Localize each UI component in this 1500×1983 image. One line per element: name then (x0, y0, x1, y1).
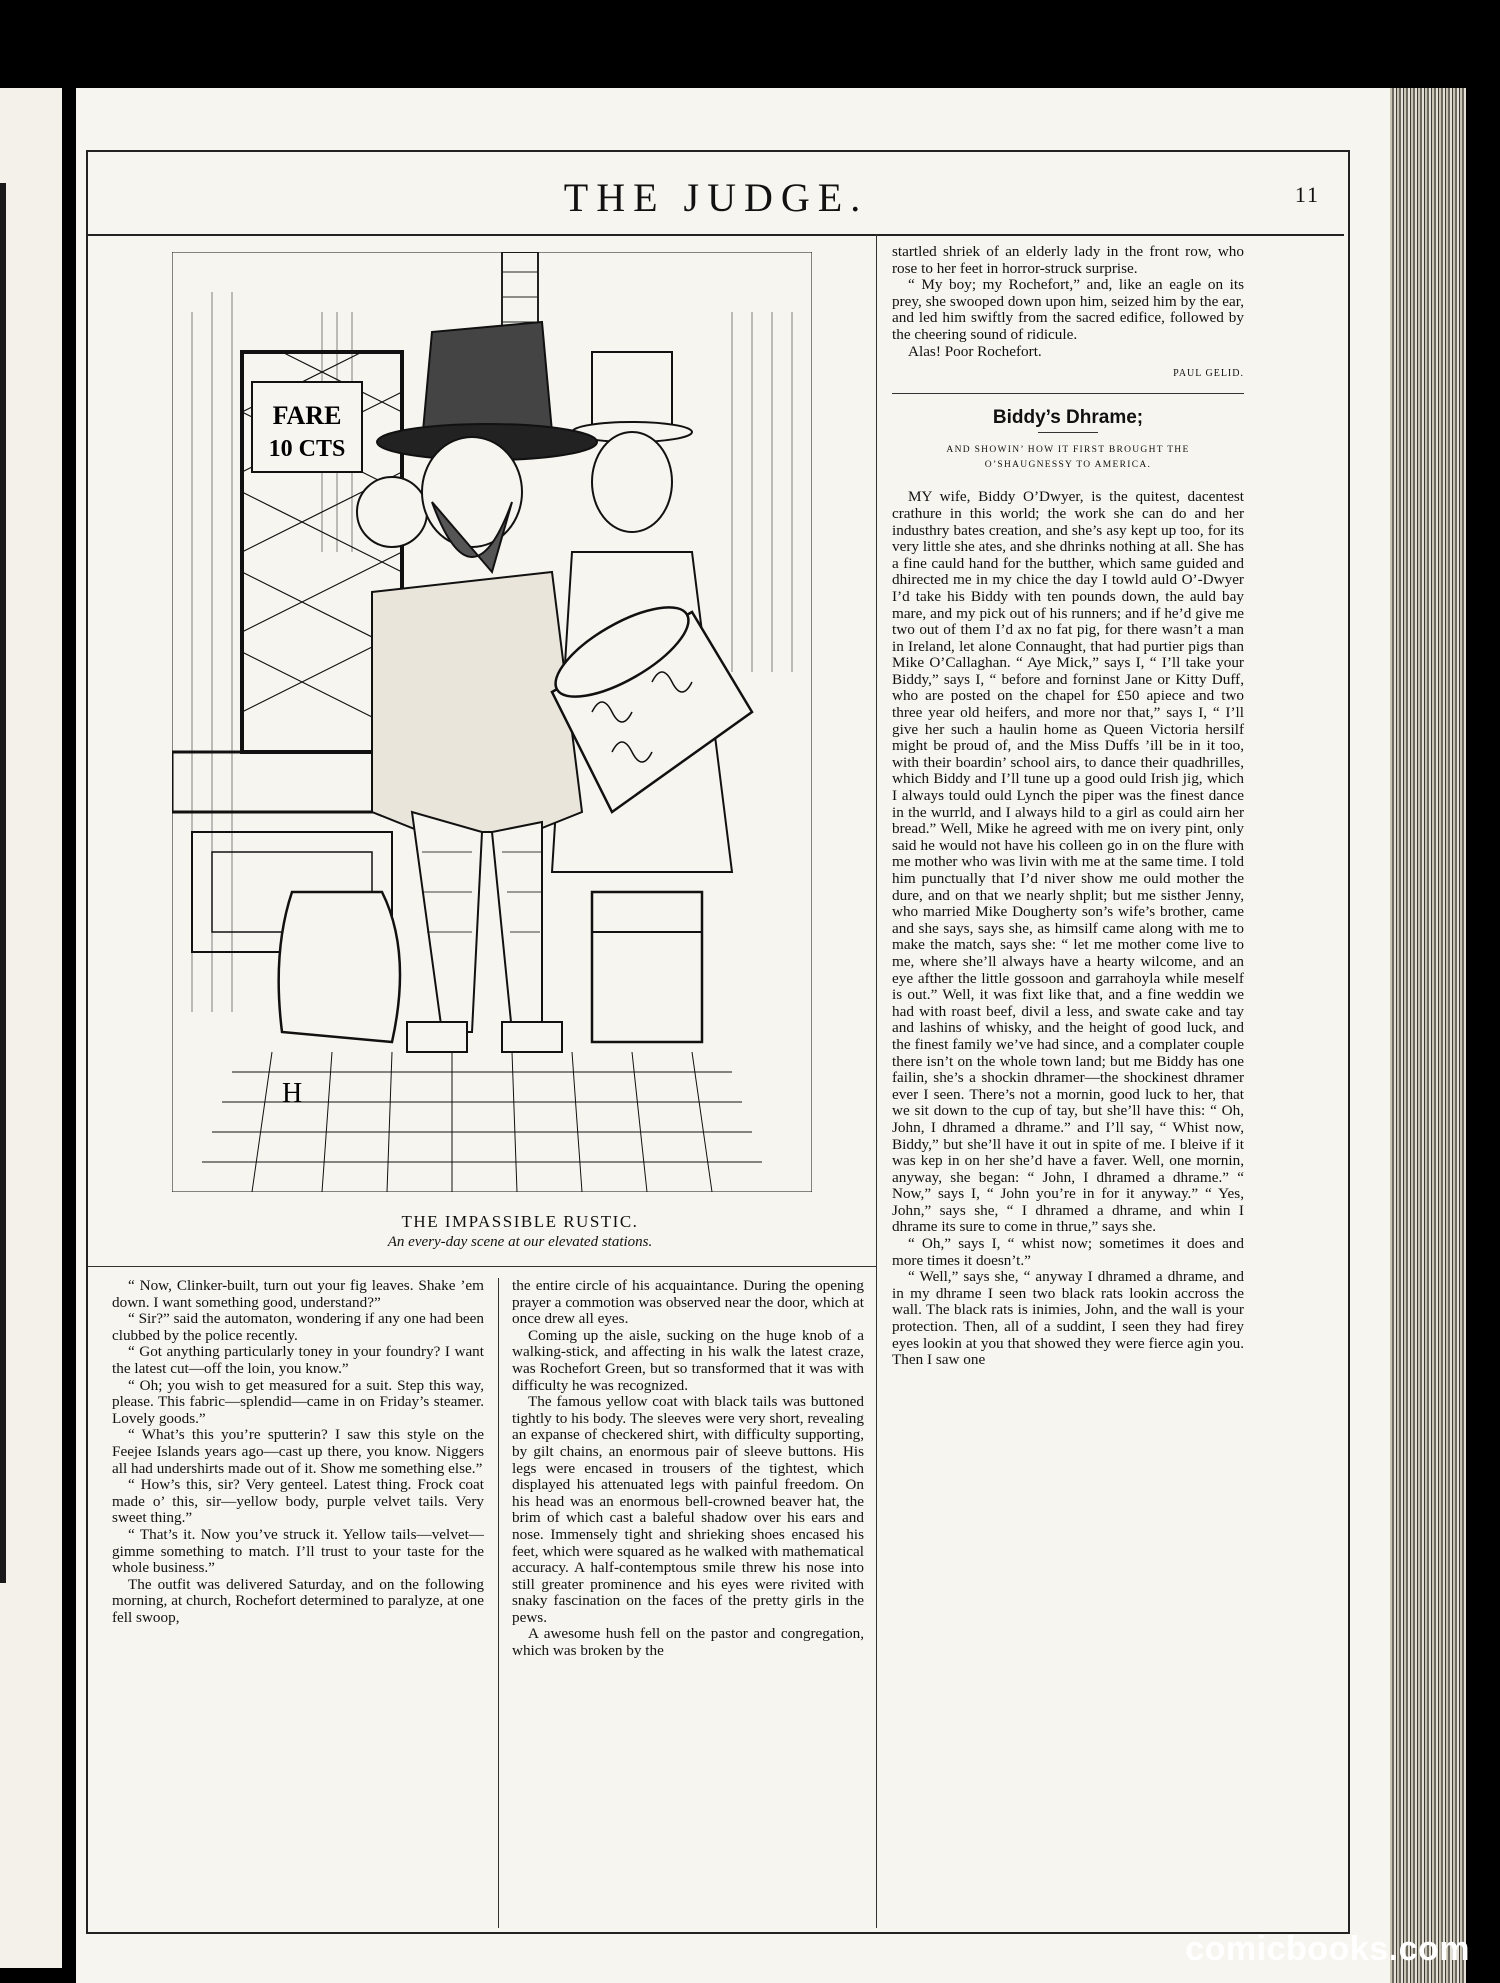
paragraph: “ That’s it. Now you’ve struck it. Yellow tails—velvet—gimme something to match. I’ll trust to your taste for the whole business.” (112, 1525, 484, 1577)
cartoon-illustration (172, 252, 812, 1192)
paragraph: “ My boy; my Rochefort,” and, like an eagle on its prey, she swooped down upon him, seized him by the ear, and led him swiftly from the sacred edifice, followed by the cheering sound of ridicule. (892, 276, 1244, 343)
section-subtitle-line1: AND SHOWIN’ HOW IT FIRST BROUGHT THE (946, 445, 1190, 456)
paragraph: Coming up the aisle, sucking on the huge knob of a walking-stick, and affecting in his walk the latest craze, was Rochefort Green, but so transformed that it was with difficulty he was recognized. (512, 1326, 864, 1394)
section-title-rule (1038, 432, 1098, 433)
paragraph: “ Well,” says she, “ anyway I dhramed a dhrame, and in my dhrame I seen two black rats lookin accross the wall. The black rats is inimies, John, and the wall is your protection. Then, all of a suddint, I seen they had firey eyes lookin at you that showed they were fierce agin you. Then I saw one (892, 1268, 1244, 1369)
previous-page-edge (0, 88, 62, 1968)
paragraph: “ Oh; you wish to get measured for a suit. Step this way, please. This fabric—splendid—came in on Friday’s steamer. Lovely goods.” (112, 1376, 484, 1427)
caption-subtitle: An every-day scene at our elevated stations. (387, 1234, 653, 1250)
paragraph: Alas! Poor Rochefort. (908, 342, 1042, 360)
section-divider (892, 393, 1244, 394)
column-rule-left (498, 1278, 499, 1928)
fare-sign-line1: FARE (272, 401, 342, 430)
section-subtitle-line2: O’SHAUGNESSY TO AMERICA. (984, 460, 1152, 471)
paragraph: startled shriek of an elderly lady in the front row, who rose to her feet in horror-struck surprise. (892, 243, 1244, 277)
illustration-caption (260, 1212, 780, 1251)
previous-page-gutter (0, 183, 6, 1583)
paragraph: “ Now, Clinker-built, turn out your fig leaves. Shake ’em down. I want something good, understand?” (112, 1277, 484, 1311)
artist-monogram: H (282, 1078, 303, 1109)
paragraph: A awesome hush fell on the pastor and congregation, which was broken by the (512, 1625, 864, 1660)
column-right (892, 244, 1244, 1369)
column-rule-right (876, 234, 877, 1928)
section-title: Biddy’s Dhrame; (992, 406, 1144, 428)
paragraph: the entire circle of his acquaintance. During the opening prayer a commotion was observed near the door, which at once drew all eyes. (512, 1277, 864, 1328)
paragraph: The famous yellow coat with black tails was buttoned tightly to his body. The sleeves were very short, revealing an expanse of checkered shirt, with difficulty supporting, by gilt chains, an enormous pair of sleeve buttons. His legs were encased in trousers of the tightest, which displayed his attenuated legs with painful freedom. On his head was an enormous bell-crowned beaver hat, the brim of which cast a baleful shadow over his ears and nose. Immensely tight and shrieking shoes encased his feet, which were squared as he walked with mathematical accuracy. A half-contemptous smile threw his nose into still greater prominence and his eyes were rivited with snaky fascination on the faces of the pretty girls in the pews. (512, 1393, 864, 1626)
caption-title: THE IMPASSIBLE RUSTIC. (401, 1212, 639, 1231)
masthead-title: THE JUDGE. (563, 175, 869, 220)
paragraph: “ Sir?” said the automaton, wondering if any one had been clubbed by the police recently. (112, 1310, 484, 1344)
page-number: 11 (1294, 182, 1320, 207)
section-subtitle (892, 443, 1244, 473)
book-page-edges (1390, 88, 1466, 1983)
author-signature: PAUL GELID. (1173, 368, 1244, 380)
fare-sign-line2: 10 CTS (268, 436, 346, 462)
paragraph: MY wife, Biddy O’Dwyer, is the quitest, dacentest crathure in this world; the work she can do and her industhry bates creation, and she’s asy kept up too, for its very little she ates, and she dhrinks nothing at all. She has a fine cauld hand for the butther, which same guided and dhirected me in my chice the day I towld auld O’-Dwyer I’d take his Biddy with ten pounds down, the auld bay mare, and my pick out of his runners; and if he’d give me two out of them I’d ax no fat pig, for there wasn’t a man in Ireland, let alone Connaught, that had purtier pigs than Mike O’Callaghan. “ Aye Mick,” says I, “ I’ll take your Biddy,” says I, “ before and forninst Jane or Kitty Duff, who are posted on the chapel for £50 apiece and two three year old heifers, and more nor that,” says I, “ I’ll give her such a haulin home as Queen Victoria hersilf might be proud of, and the Miss Duffs ’ill be in it too, with their boardin’ school airs, to dance their quadhrilles, which Biddy and I’ll tune up a good ould Irish jig, which I always tould ould Lynch the piper was the finest dance in the wurrld, and I always hild to a girl as could airn her bread.” Well, Mike he agreed with me on ivery pint, only said he would not have his colleen go in on the flure with me mother who was livin with me at the same time. I told him punctually that I’d niver show me ould mother the dure, and on that we nearly shplit; but me sisther Jenny, who married Mike Dougherty son’s wife’s brother, came and she says, says she, as himsilf came along with me to make the match, says she: “ let me mother come live to me, where she’ll always have a hearty wilcome, and an eye afther the little gossoon and garrahoyla while meself is out.” Well, it was fixt like that, and a fine weddin we had with roast beef, divil a less, and swate cake and tay and lashins of whisky, and the height of good luck, and the finest family we’ve had since, and a complater couple there isn’t on the whole town land; but me Biddy has one failin, she’s a shockin dhramer—the shockinest dhramer ever I seen. There’s not a mornin, good luck to her, that we sit down to the cup of tay, but she’ll have this: “ Oh, John, I dhramed a dhrame.” and I’ll say, “ Whist now, Biddy,” but she’ll have it out in spite of me. I bleive if it was kep in on her she’d have a faver. Well, one mornin, anyway, she began: “ John, I dhramed a dhrame.” “ Now,” says I, “ John you’re in for it anyway.” “ Yes, John,” says she, “ I dhramed a dhrame, and whin I dhrame its sure to come in thrue,” says she. (892, 488, 1244, 1236)
column-middle-bottom (512, 1278, 864, 1660)
illustration-bottom-rule (88, 1266, 876, 1267)
masthead (88, 152, 1344, 236)
paragraph: “ Got anything particularly toney in your foundry? I want the latest cut—off the loin, you know.” (112, 1343, 484, 1377)
paragraph: “ How’s this, sir? Very genteel. Latest thing. Frock coat made o’ this, sir—yellow body, purple velvet tails. Very sweet thing.” (112, 1476, 484, 1527)
paragraph: “ What’s this you’re sputterin? I saw this style on the Feejee Islands years ago—cast up there, you know. Niggers all had undershirts made out of it. Show me something else.” (112, 1426, 484, 1477)
paragraph: “ Oh,” says I, “ whist now; sometimes it does and more times it doesn’t.” (892, 1235, 1244, 1269)
column-left-bottom (112, 1278, 484, 1626)
site-watermark: comicbooks.com (1185, 1930, 1470, 1968)
paragraph: The outfit was delivered Saturday, and on the following morning, at church, Rochefort determined to paralyze, at one fell swoop, (112, 1575, 484, 1626)
